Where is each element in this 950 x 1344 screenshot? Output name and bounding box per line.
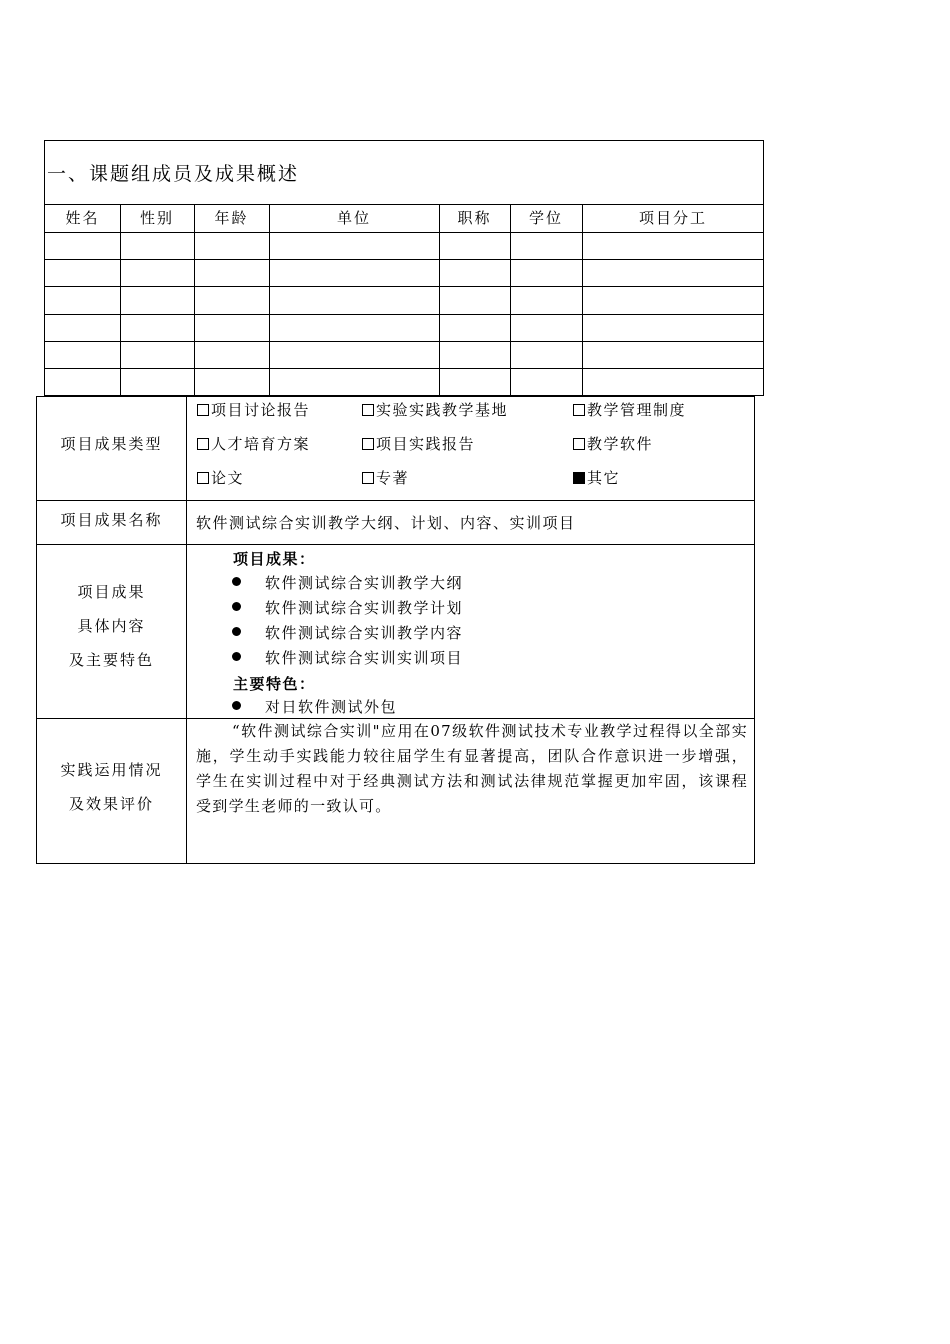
header-gender: 性别 <box>139 209 174 227</box>
header-title: 职称 <box>457 209 492 227</box>
bullet-icon <box>232 577 241 586</box>
result-item: 软件测试综合实训教学内容 <box>265 624 464 642</box>
result-item: 软件测试综合实训教学计划 <box>265 599 464 617</box>
header-task: 项目分工 <box>638 209 707 227</box>
content-label-line-1: 项目成果 <box>77 583 146 601</box>
row-divider <box>45 314 763 315</box>
option-other[interactable]: 其它 <box>573 467 620 488</box>
evaluation-label-line-1: 实践运用情况 <box>60 761 163 779</box>
member-table <box>44 140 764 396</box>
option-practice-base[interactable]: 实验实践教学基地 <box>362 399 508 420</box>
row-divider <box>45 232 763 233</box>
bullet-icon <box>232 602 241 611</box>
option-teaching-software[interactable]: 教学软件 <box>573 433 653 454</box>
evaluation-text: “软件测试综合实训"应用在07级软件测试技术专业教学过程得以全部实施，学生动手实践能力较往届学生有显著提高，团队合作意识进一步增强，学生在实训过程中对于经典测试方法和测试法律规范掌握更加牢固，该课程受到学生老师的一致认可。 <box>196 722 748 815</box>
col-divider <box>582 204 583 395</box>
checkbox-icon[interactable] <box>197 438 209 450</box>
checkbox-icon[interactable] <box>573 438 585 450</box>
content-label-line-2: 具体内容 <box>77 617 146 635</box>
header-degree: 学位 <box>528 209 563 227</box>
col-divider <box>194 204 195 395</box>
checkbox-icon[interactable] <box>362 472 374 484</box>
result-type-label: 项目成果类型 <box>60 435 163 453</box>
header-unit: 单位 <box>336 209 371 227</box>
option-practice-report[interactable]: 项目实践报告 <box>362 433 475 454</box>
content-label-line-3: 及主要特色 <box>68 651 154 669</box>
row-divider <box>45 368 763 369</box>
col-divider <box>269 204 270 395</box>
checkbox-icon[interactable] <box>362 438 374 450</box>
row-divider <box>45 341 763 342</box>
col-divider <box>120 204 121 395</box>
col-divider <box>510 204 511 395</box>
checkbox-icon[interactable] <box>197 472 209 484</box>
option-discussion-report[interactable]: 项目讨论报告 <box>197 399 310 420</box>
option-monograph[interactable]: 专著 <box>362 467 409 488</box>
checkbox-icon[interactable] <box>197 404 209 416</box>
checkbox-icon[interactable] <box>573 404 585 416</box>
header-age: 年龄 <box>214 209 249 227</box>
evaluation-label-line-2: 及效果评价 <box>68 795 154 813</box>
row-divider <box>45 259 763 260</box>
option-paper[interactable]: 论文 <box>197 467 244 488</box>
bullet-icon <box>232 627 241 636</box>
result-name-label: 项目成果名称 <box>60 511 163 529</box>
option-management-system[interactable]: 教学管理制度 <box>573 399 686 420</box>
result-name-value: 软件测试综合实训教学大纲、计划、内容、实训项目 <box>196 514 576 532</box>
section-title: 一、课题组成员及成果概述 <box>47 163 300 185</box>
header-name: 姓名 <box>65 209 100 227</box>
option-training-plan[interactable]: 人才培育方案 <box>197 433 310 454</box>
feature-item: 对日软件测试外包 <box>265 698 398 716</box>
result-table <box>36 396 755 864</box>
row-divider <box>37 544 754 545</box>
features-heading: 主要特色： <box>233 675 316 693</box>
checkbox-icon[interactable] <box>362 404 374 416</box>
row-divider <box>45 286 763 287</box>
checkbox-checked-icon[interactable] <box>573 472 585 484</box>
results-heading: 项目成果： <box>233 550 316 568</box>
bullet-icon <box>232 652 241 661</box>
col-divider <box>439 204 440 395</box>
section-title-cell <box>45 141 763 205</box>
label-divider <box>186 397 187 863</box>
result-item: 软件测试综合实训教学大纲 <box>265 574 464 592</box>
bullet-icon <box>232 701 241 710</box>
result-item: 软件测试综合实训实训项目 <box>265 649 464 667</box>
